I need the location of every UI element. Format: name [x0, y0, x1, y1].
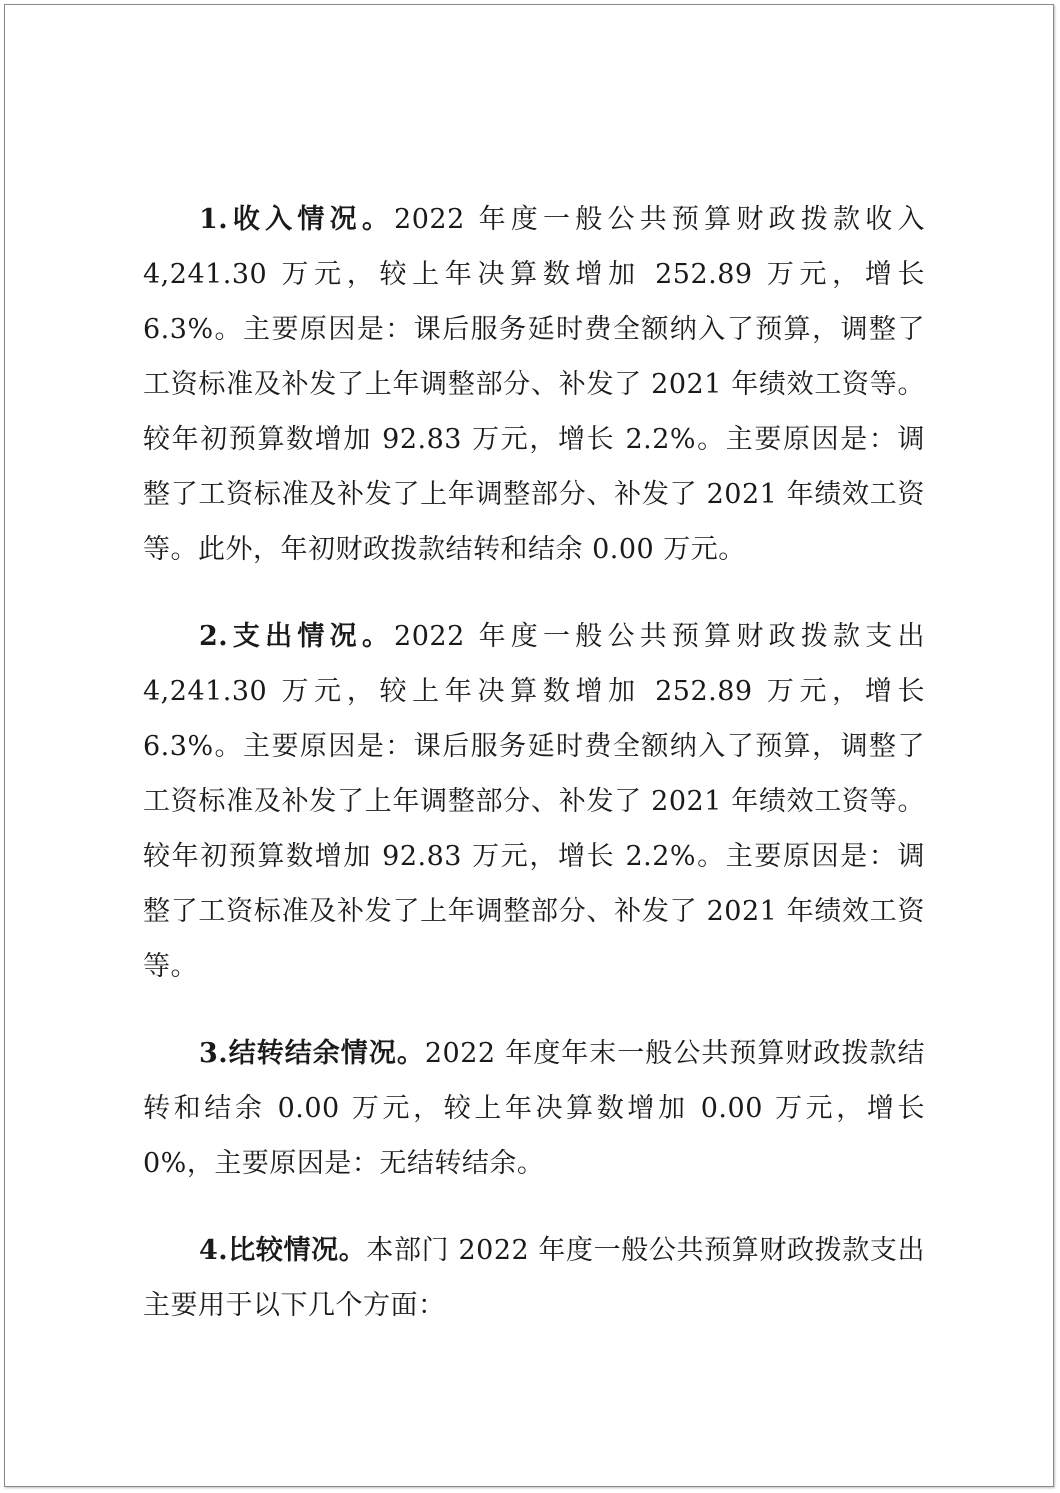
paragraph-carryover: [143, 1026, 925, 1191]
paragraph-text: 2022 年度一般公共预算财政拨款收入 4,241.30 万元，较上年决算数增加 252.89 万元，增长 6.3%。主要原因是：课后服务延时费全额纳入了预算，调整了工资标准及补发了上年调整部分、补发了 2021 年绩效工资等。较年初预算数增加 92.83 万元，增长 2.2%。主要原因是：调整了工资标准及补发了上年调整部分、补发了 2021 年绩效工资等。此外，年初财政拨款结转和结余 0.00 万元。: [143, 204, 926, 565]
document-body: [143, 192, 925, 1365]
paragraph-heading: 1.收入情况。: [199, 204, 395, 235]
paragraph-heading: 4.比较情况。: [199, 1235, 367, 1266]
paragraph-income: [143, 192, 925, 577]
paragraph-text: 2022 年度一般公共预算财政拨款支出 4,241.30 万元，较上年决算数增加 252.89 万元，增长 6.3%。主要原因是：课后服务延时费全额纳入了预算，调整了工资标准及补发了上年调整部分、补发了 2021 年绩效工资等。较年初预算数增加 92.83 万元，增长 2.2%。主要原因是：调整了工资标准及补发了上年调整部分、补发了 2021 年绩效工资等。: [143, 621, 926, 982]
paragraph-heading: 3.结转结余情况。: [199, 1038, 425, 1069]
paragraph-heading: 2.支出情况。: [199, 621, 395, 652]
paragraph-text: 本部门 2022 年度一般公共预算财政拨款支出主要用于以下几个方面：: [143, 1235, 925, 1321]
document-page: [4, 4, 1054, 1487]
paragraph-expenditure: [143, 609, 925, 994]
paragraph-comparison: [143, 1223, 925, 1333]
paragraph-text: 2022 年度年末一般公共预算财政拨款结转和结余 0.00 万元，较上年决算数增加 0.00 万元，增长 0%，主要原因是：无结转结余。: [143, 1038, 926, 1179]
